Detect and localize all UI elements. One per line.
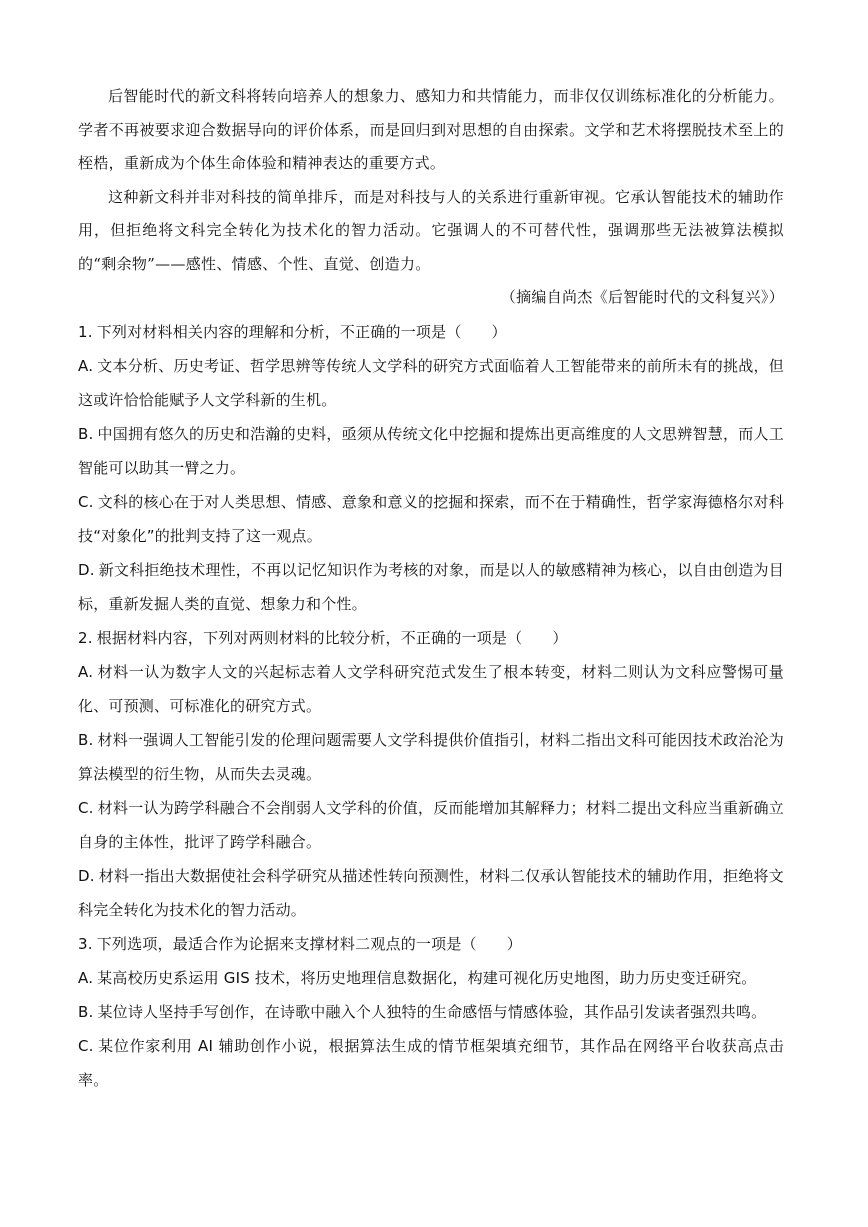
question-paren-close: ） xyxy=(491,322,507,341)
option-text: 新文科拒绝技术理性，不再以记忆知识作为考核的对象，而是以人的敏感精神为核心，以自由创造为目标，重新发掘人类的直觉、想象力和个性。 xyxy=(78,560,784,613)
option-text: 某位作家利用 AI 辅助创作小说，根据算法生成的情节框架填充细节，其作品在网络平台收获高点击率。 xyxy=(78,1036,784,1089)
question-3 xyxy=(78,927,784,1097)
option-text: 中国拥有悠久的历史和浩瀚的史料，亟须从传统文化中挖掘和提炼出更高维度的人文思辨智慧，而人工智能可以助其一臂之力。 xyxy=(78,424,784,477)
question-number: 1. xyxy=(78,322,93,341)
question-1 xyxy=(78,315,784,621)
option-d xyxy=(78,859,784,927)
option-label: C. xyxy=(78,1036,94,1055)
question-text: 下列选项，最适合作为论据来支撑材料二观点的一项是（ xyxy=(96,934,477,953)
question-2 xyxy=(78,621,784,927)
question-stem xyxy=(78,621,784,655)
option-c xyxy=(78,791,784,859)
question-number: 2. xyxy=(78,628,93,647)
question-stem xyxy=(78,315,784,349)
option-label: B. xyxy=(78,730,94,749)
question-text: 根据材料内容，下列对两则材料的比较分析，不正确的一项是（ xyxy=(96,628,523,647)
option-text: 某位诗人坚持手写创作，在诗歌中融入个人独特的生命感悟与情感体验，其作品引发读者强烈共鸣。 xyxy=(97,1002,767,1021)
question-number: 3. xyxy=(78,934,93,953)
passage-paragraph-1: 后智能时代的新文科将转向培养人的想象力、感知力和共情能力，而非仅仅训练标准化的分析能力。学者不再被要求迎合数据导向的评价体系，而是回归到对思想的自由探索。文学和艺术将摆脱技术至上的桎梏，重新成为个体生命体验和精神表达的重要方式。 xyxy=(78,87,784,172)
option-text: 材料一强调人工智能引发的伦理问题需要人文学科提供价值指引，材料二指出文科可能因技术政治沦为算法模型的衍生物，从而失去灵魂。 xyxy=(78,730,784,783)
option-d xyxy=(78,553,784,621)
option-label: B. xyxy=(78,1002,94,1021)
option-label: C. xyxy=(78,798,94,817)
option-c xyxy=(78,485,784,553)
option-label: A. xyxy=(78,662,94,681)
option-text: 材料一指出大数据使社会科学研究从描述性转向预测性，材料二仅承认智能技术的辅助作用，拒绝将文科完全转化为技术化的智力活动。 xyxy=(78,866,784,919)
question-paren-close: ） xyxy=(506,934,522,953)
option-b xyxy=(78,417,784,485)
option-label: C. xyxy=(78,492,94,511)
option-text: 材料一认为跨学科融合不会削弱人文学科的价值，反而能增加其解释力；材料二提出文科应当重新确立自身的主体性，批评了跨学科融合。 xyxy=(78,798,784,851)
option-a xyxy=(78,349,784,417)
option-label: D. xyxy=(78,560,95,579)
question-paren-close: ） xyxy=(552,628,568,647)
option-label: D. xyxy=(78,866,95,885)
option-label: B. xyxy=(78,424,94,443)
option-label: A. xyxy=(78,356,94,375)
passage-paragraph-2: 这种新文科并非对科技的简单排斥，而是对科技与人的关系进行重新审视。它承认智能技术的辅助作用，但拒绝将文科完全转化为技术化的智力活动。它强调人的不可替代性，强调那些无法被算法模拟的“剩余物”——感性、情感、个性、直觉、创造力。 xyxy=(78,187,784,273)
question-text: 下列对材料相关内容的理解和分析，不正确的一项是（ xyxy=(96,322,462,341)
option-text: 文本分析、历史考证、哲学思辨等传统人文学科的研究方式面临着人工智能带来的前所未有的挑战，但这或许恰恰能赋予人文学科新的生机。 xyxy=(78,356,784,409)
option-b xyxy=(78,723,784,791)
passage-source: （摘编自尚杰《后智能时代的文科复兴》） xyxy=(500,288,784,306)
option-b xyxy=(78,995,784,1029)
option-a xyxy=(78,655,784,723)
option-text: 材料一认为数字人文的兴起标志着人文学科研究范式发生了根本转变，材料二则认为文科应警惕可量化、可预测、可标准化的研究方式。 xyxy=(78,662,784,715)
option-a xyxy=(78,961,784,995)
document-page xyxy=(78,80,784,1097)
option-label: A. xyxy=(78,968,94,987)
option-text: 文科的核心在于对人类思想、情感、意象和意义的挖掘和探索，而不在于精确性，哲学家海德格尔对科技“对象化”的批判支持了这一观点。 xyxy=(78,492,784,545)
option-text: 某高校历史系运用 GIS 技术，将历史地理信息数据化，构建可视化历史地图，助力历史变迁研究。 xyxy=(97,968,757,987)
option-c xyxy=(78,1029,784,1097)
question-stem xyxy=(78,927,784,961)
